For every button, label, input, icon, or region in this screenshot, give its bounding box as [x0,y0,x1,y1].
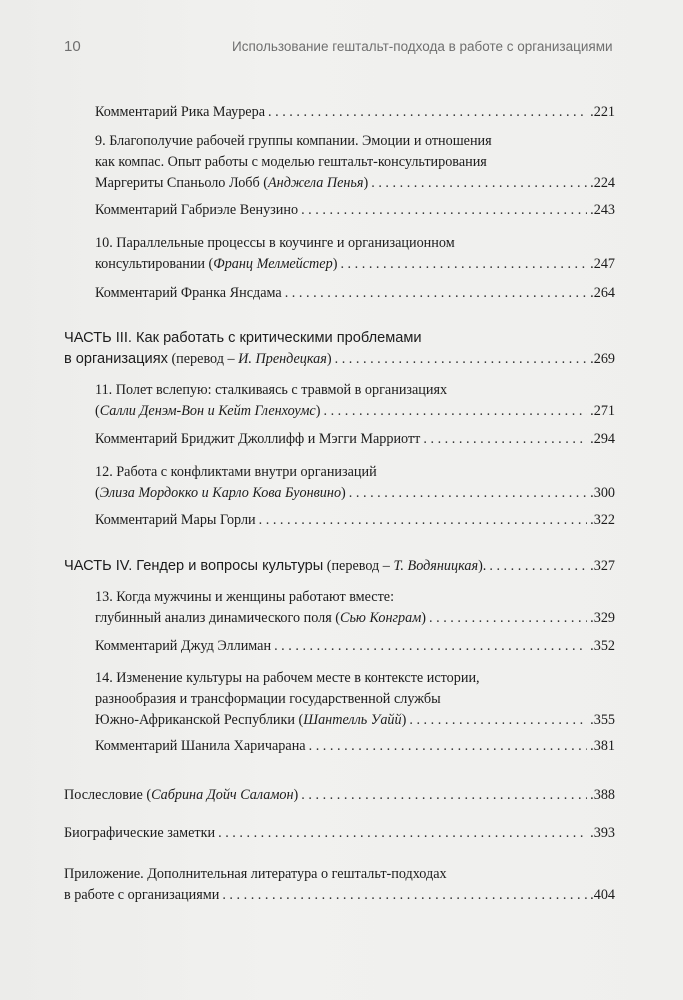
toc-entry-last-line [95,608,615,629]
dot-leader [218,823,587,844]
toc-entry [95,380,615,422]
toc-entry-last-line [64,556,615,577]
toc-page-number: .355 [590,712,615,728]
toc-entry-last-line [64,349,615,370]
toc-entry-title: в работе с организациями [64,887,220,903]
author-name: Салли Денэм-Вон и Кейт Гленхоумс [99,403,316,419]
author-name: И. Прендецкая [238,351,327,367]
dot-leader [349,483,587,504]
dot-leader [301,200,587,221]
toc-entry [95,587,615,629]
toc-entry [95,510,615,531]
author-name: Элиза Мордокко и Карло Кова Буонвино [99,485,342,501]
toc-entry-title: Комментарий Мары Горли [95,512,256,528]
dot-leader [222,885,587,906]
toc-entry-last-line [95,173,615,194]
toc-entry-last-line [95,636,615,657]
dot-leader [259,510,588,531]
toc-entry [95,736,615,757]
toc-entry-last-line [95,510,615,531]
toc-entry-title: Комментарий Габриэле Венузино [95,202,299,218]
toc-entry [95,283,615,304]
author-name: Сью Конграм [340,610,422,626]
toc-entry [64,864,615,906]
toc-entry [95,636,615,657]
dot-leader [409,710,587,731]
toc-entry-title: (Салли Денэм-Вон и Кейт Гленхоумс) [95,403,321,419]
part-title: в организациях [64,351,168,367]
dot-leader [309,736,588,757]
toc-entry-last-line [95,283,615,304]
author-name: Сабрина Дойч Саламон [151,787,294,803]
page-number: 10 [64,38,81,55]
toc-entry-line: Приложение. Дополнительная литература о гештальт-подходах [64,866,447,882]
toc-entry-last-line [95,254,615,275]
toc-page-number: .247 [590,256,615,272]
toc-part-entry [64,556,615,577]
toc-entry-title: Биографические заметки [64,825,216,841]
toc-page-number: .327 [590,558,615,574]
toc-entry-last-line [95,429,615,450]
toc-page-number: .264 [590,285,615,301]
toc-entry-title: Послесловие (Сабрина Дойч Саламон) [64,787,299,803]
toc-entry [95,462,615,504]
toc-entry-line: 13. Когда мужчины и женщины работают вместе: [95,589,395,605]
toc-page-number: .352 [590,638,615,654]
running-title: Использование гештальт-подхода в работе с организациями [232,39,613,54]
toc-entry-line: как компас. Опыт работы с моделью гештальт-консультирования [95,154,487,170]
toc-entry-line: ЧАСТЬ III. Как работать с критическими проблемами [64,330,422,346]
toc-page-number: .381 [590,738,615,754]
toc-entry [64,785,615,806]
toc-entry [95,233,615,275]
author-name: Шантелль Уайй [303,712,402,728]
toc-entry-last-line [64,785,615,806]
toc-page-number: .404 [590,887,615,903]
toc-entry-line: 9. Благополучие рабочей группы компании. Эмоции и отношения [95,133,492,149]
part-title: ЧАСТЬ IV. Гендер и вопросы культуры [64,558,324,574]
toc-entry-title: в организациях (перевод – И. Прендецкая) [64,351,332,367]
toc-entry-last-line [95,401,615,422]
toc-entry-title: Комментарий Рика Маурера [95,104,265,120]
toc-entry [95,668,615,731]
toc-entry-line: 14. Изменение культуры на рабочем месте в контексте истории, [95,670,480,686]
author-name: Т. Водяницкая [393,558,479,574]
toc-part-entry [64,328,615,370]
toc-entry-title: (Элиза Мордокко и Карло Кова Буонвино) [95,485,346,501]
toc-entry [95,429,615,450]
toc-page-number: .243 [590,202,615,218]
toc-page-number: .300 [590,485,615,501]
dot-leader [423,429,587,450]
dot-leader [371,173,587,194]
dot-leader [274,636,587,657]
toc-entry [95,131,615,194]
dot-leader [335,349,588,370]
toc-page-number: .388 [590,787,615,803]
toc-entry-title: консультировании (Франц Мелмейстер) [95,256,338,272]
toc-entry-last-line [95,200,615,221]
toc-entry [95,102,615,123]
toc-page-number: .329 [590,610,615,626]
toc-entry [64,823,615,844]
running-head [64,38,623,58]
toc-entry-line: 11. Полет вслепую: сталкиваясь с травмой в организациях [95,382,448,398]
toc-entry-title: Маргериты Спаньоло Лобб (Анджела Пенья) [95,175,369,191]
dot-leader [285,283,587,304]
toc-page-number: .224 [590,175,615,191]
dot-leader [489,556,587,577]
dot-leader [268,102,587,123]
toc-entry-last-line [95,736,615,757]
toc-entry-title: Комментарий Джуд Эллиман [95,638,272,654]
author-name: Франц Мелмейстер [213,256,333,272]
toc-page-number: .221 [590,104,615,120]
toc-entry-line: 10. Параллельные процессы в коучинге и организационном [95,235,455,251]
toc-page-number: .322 [590,512,615,528]
toc-page-number: .393 [590,825,615,841]
toc-entry-last-line [95,483,615,504]
dot-leader [323,401,587,422]
dot-leader [429,608,587,629]
toc-entry-title: Комментарий Шанила Харичарана [95,738,306,754]
toc-entry-title: Комментарий Бриджит Джоллифф и Мэгги Марриотт [95,431,421,447]
toc-entry-last-line [64,823,615,844]
toc-entry-last-line [64,885,615,906]
toc-entry-title: Южно-Африканской Республики (Шантелль Уайй) [95,712,407,728]
toc-entry-title: Комментарий Франка Янсдама [95,285,282,301]
dot-leader [340,254,587,275]
toc-entry-title: глубинный анализ динамического поля (Сью Конграм) [95,610,426,626]
toc-entry-line: разнообразия и трансформации государственной службы [95,691,441,707]
toc-page-number: .294 [590,431,615,447]
toc-page-number: .271 [590,403,615,419]
toc-entry [95,200,615,221]
toc-page-number: .269 [590,351,615,367]
toc-entry-last-line [95,102,615,123]
author-name: Анджела Пенья [268,175,364,191]
dot-leader [301,785,587,806]
toc-entry-last-line [95,710,615,731]
toc-entry-title: ЧАСТЬ IV. Гендер и вопросы культуры (перевод – Т. Водяницкая). [64,558,487,574]
toc-entry-line: 12. Работа с конфликтами внутри организаций [95,464,377,480]
